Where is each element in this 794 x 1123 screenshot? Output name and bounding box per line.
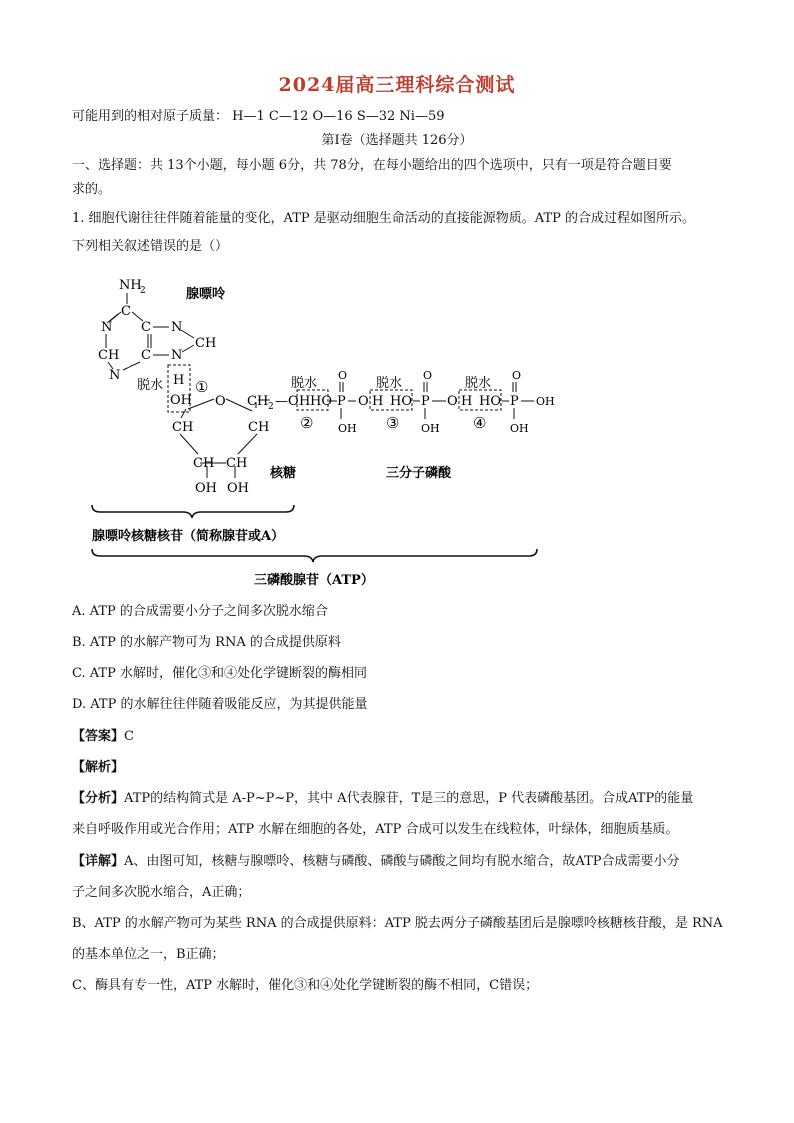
option-a: A. ATP 的合成需要小分子之间多次脱水缩合 xyxy=(72,604,328,619)
ho-group: HO xyxy=(310,394,332,409)
phosphate-oh: OH xyxy=(421,422,440,435)
fenxi-text-1: ATP的结构简式是 A-P~P~P，其中 A代表腺苷，T是三的意思，P 代表磷酸基团。合成ATP的能量 xyxy=(124,791,694,806)
ho-group: HO xyxy=(479,394,501,409)
ring-atom-c: C xyxy=(141,320,151,335)
h-atom: H xyxy=(173,373,185,388)
ho-group: HO xyxy=(390,394,412,409)
phosphate-oh: OH xyxy=(536,395,555,408)
ch2-subscript: 2 xyxy=(268,402,274,412)
fenxi-line-1 xyxy=(72,790,693,808)
dehydration-label-2: 脱水 xyxy=(291,376,318,391)
ribose-ch: CH xyxy=(248,420,270,435)
ring-atom-n: N xyxy=(101,320,113,335)
analysis-heading xyxy=(72,759,124,777)
phosphate-oh: OH xyxy=(510,422,529,435)
nh2-subscript: 2 xyxy=(140,286,146,296)
site-marker-1: ① xyxy=(195,378,209,396)
oh-group: OH xyxy=(170,393,192,408)
o-atom: O xyxy=(447,394,458,409)
question-stem-2: 下列相关叙述错误的是（） xyxy=(72,239,229,254)
adenosine-brace xyxy=(92,505,294,518)
dehydration-label-4: 脱水 xyxy=(465,376,492,391)
analysis-tag: 【解析】 xyxy=(72,760,125,775)
fenxi-line-2: 来自呼吸作用或光合作用；ATP 水解在细胞的各处，ATP 合成可以发生在线粒体，叶绿体，细胞质基质。 xyxy=(72,822,679,837)
ring-atom-c: C xyxy=(121,304,131,319)
phosphate-o: O xyxy=(338,369,348,382)
ring-atom-c: C xyxy=(141,348,151,363)
option-c: C. ATP 水解时，催化③和④处化学键断裂的酶相同 xyxy=(72,666,367,681)
adenine-label: 腺嘌呤 xyxy=(186,287,226,302)
o-atom: O xyxy=(358,394,369,409)
fenxi-tag: 【分析】 xyxy=(72,791,125,806)
h-atom: H xyxy=(299,394,311,409)
instructions-line-1: 一、选择题：共 13个小题，每小题 6分，共 78分，在每小题给出的四个选项中，只有一项是符合题目要 xyxy=(72,158,672,173)
phosphate-o: O xyxy=(512,369,522,382)
ring-atom-n: N xyxy=(171,348,183,363)
option-d: D. ATP 的水解往往伴随着吸能反应，为其提供能量 xyxy=(72,697,368,712)
nh2-label: NH xyxy=(119,278,142,293)
section-heading: 第Ⅰ卷（选择题共 126分） xyxy=(321,133,473,148)
option-b: B. ATP 的水解产物可为 RNA 的合成提供原料 xyxy=(72,635,341,650)
phosphate-o: O xyxy=(423,369,433,382)
ring-atom-n: N xyxy=(109,368,121,383)
triphosphate-label: 三分子磷酸 xyxy=(386,466,452,481)
ribose-ch: CH xyxy=(226,456,248,471)
answer-tag: 【答案】 xyxy=(72,729,125,744)
site-marker-4: ④ xyxy=(473,414,487,432)
xiangjie-tag: 【详解】 xyxy=(72,854,125,869)
phosphorus-atom: P xyxy=(421,394,430,409)
ribose-ch: CH xyxy=(172,420,194,435)
ribose-label: 核糖 xyxy=(270,466,297,481)
atp-structure-diagram xyxy=(0,268,794,598)
page-title: 2024届高三理科综合测试 xyxy=(278,74,516,96)
dehydration-label-3: 脱水 xyxy=(376,376,403,391)
h-atom: H xyxy=(372,394,384,409)
phosphorus-atom: P xyxy=(510,394,519,409)
answer-value: C xyxy=(124,729,134,744)
site-marker-3: ③ xyxy=(386,414,400,432)
xiangjie-line-4: 的基本单位之一，B正确； xyxy=(72,947,225,962)
h-atom: H xyxy=(461,394,473,409)
xiangjie-line-1 xyxy=(72,853,680,871)
ring-atom-n: N xyxy=(171,320,183,335)
atp-label: 三磷酸腺苷（ATP） xyxy=(254,573,374,588)
atomic-masses-line: 可能用到的相对原子质量： H—1 C—12 O—16 S—32 Ni—59 xyxy=(72,109,445,124)
xiangjie-line-2: 子之间多次脱水缩合，A正确； xyxy=(72,885,251,900)
xiangjie-line-3: B、ATP 的水解产物可为某些 RNA 的合成提供原料：ATP 脱去两分子磷酸基团后是腺嘌呤核糖核苷酸，是 RNA xyxy=(72,916,723,931)
answer-line xyxy=(72,728,134,746)
ribose-ch: CH xyxy=(193,456,215,471)
site-marker-2: ② xyxy=(300,414,314,432)
ribose-oh: OH xyxy=(227,481,249,496)
adenosine-label: 腺嘌呤核糖核苷（简称腺苷或A） xyxy=(92,529,285,544)
ribose-oh: OH xyxy=(195,481,217,496)
instructions-line-2: 求的。 xyxy=(72,182,112,197)
dehydration-label-1: 脱水 xyxy=(137,378,164,393)
xiangjie-line-5: C、酶具有专一性，ATP 水解时，催化③和④处化学键断裂的酶不相同，C错误； xyxy=(72,978,539,993)
o-link: —O xyxy=(275,394,299,409)
ribose-o: O xyxy=(215,394,226,409)
ch2-group: CH xyxy=(247,394,269,409)
ring-atom-ch: CH xyxy=(195,336,217,351)
phosphate-oh: OH xyxy=(338,422,357,435)
atp-brace xyxy=(92,549,537,562)
question-stem-1: 1. 细胞代谢往往伴随着能量的变化，ATP 是驱动细胞生命活动的直接能源物质。ATP 的合成过程如图所示。 xyxy=(72,211,695,226)
xiangjie-text-1: A、由图可知，核糖与腺嘌呤、核糖与磷酸、磷酸与磷酸之间均有脱水缩合，故ATP合成需要小分 xyxy=(124,854,680,869)
ring-atom-ch: CH xyxy=(98,348,120,363)
phosphorus-atom: P xyxy=(337,394,346,409)
